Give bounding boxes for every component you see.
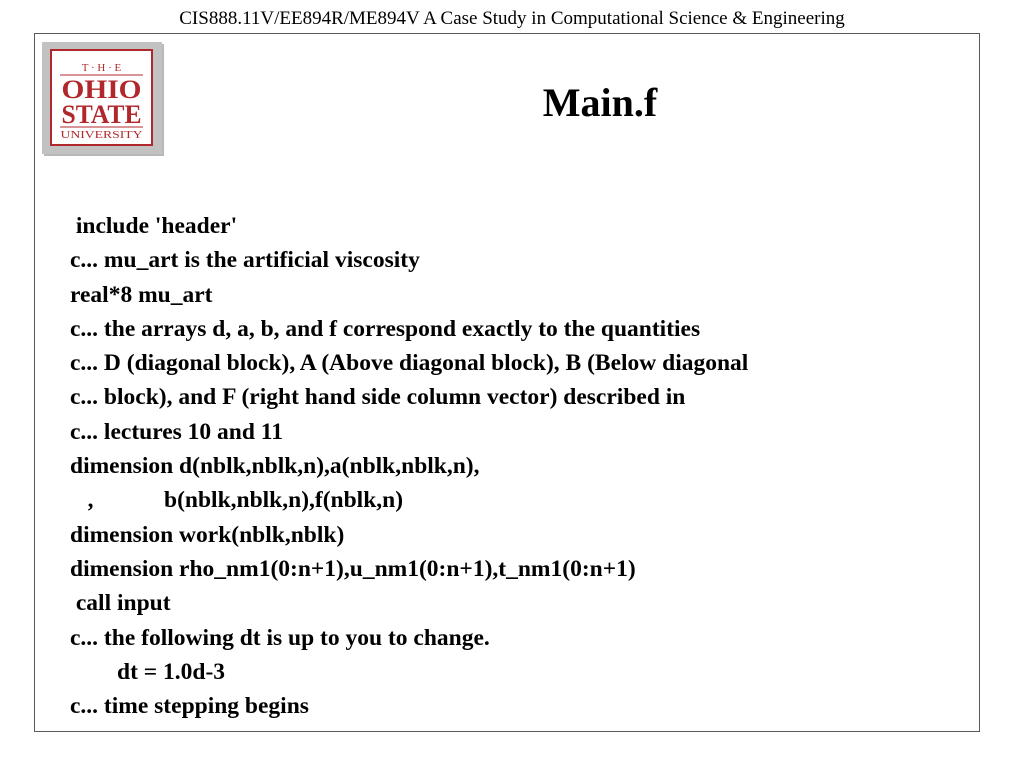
code-line: dimension rho_nm1(0:n+1),u_nm1(0:n+1),t_nm1(0:n+1)	[70, 555, 636, 582]
code-line: , b(nblk,nblk,n),f(nblk,n)	[70, 487, 404, 514]
course-header: CIS888.11V/EE894R/ME894V A Case Study in Computational Science & Engineering	[179, 8, 845, 29]
code-line: real*8 mu_art	[70, 281, 213, 308]
code-line: c... time stepping begins	[70, 693, 309, 720]
seal-text-top: T · H · E	[81, 62, 122, 74]
slide-title: Main.f	[542, 80, 658, 125]
seal-text-ohio: OHIO	[61, 75, 142, 104]
code-listing	[70, 209, 748, 723]
code-line: dimension work(nblk,nblk)	[70, 521, 345, 548]
code-line: c... the arrays d, a, b, and f correspond exactly to the quantities	[70, 315, 701, 342]
code-line: dimension d(nblk,nblk,n),a(nblk,nblk,n),	[70, 453, 480, 480]
seal-text-state: STATE	[61, 100, 142, 129]
code-line: c... mu_art is the artificial viscosity	[70, 247, 420, 274]
code-line: dt = 1.0d-3	[70, 658, 226, 685]
seal-text-university: UNIVERSITY	[60, 130, 143, 141]
code-line: c... lectures 10 and 11	[70, 418, 284, 445]
code-line: c... the following dt is up to you to change.	[70, 624, 490, 651]
slide-frame	[34, 33, 980, 732]
code-line: include 'header'	[70, 213, 238, 239]
code-line: call input	[70, 590, 171, 617]
code-line: c... D (diagonal block), A (Above diagonal block), B (Below diagonal	[70, 350, 749, 377]
code-line: c... block), and F (right hand side column vector) described in	[70, 384, 686, 411]
